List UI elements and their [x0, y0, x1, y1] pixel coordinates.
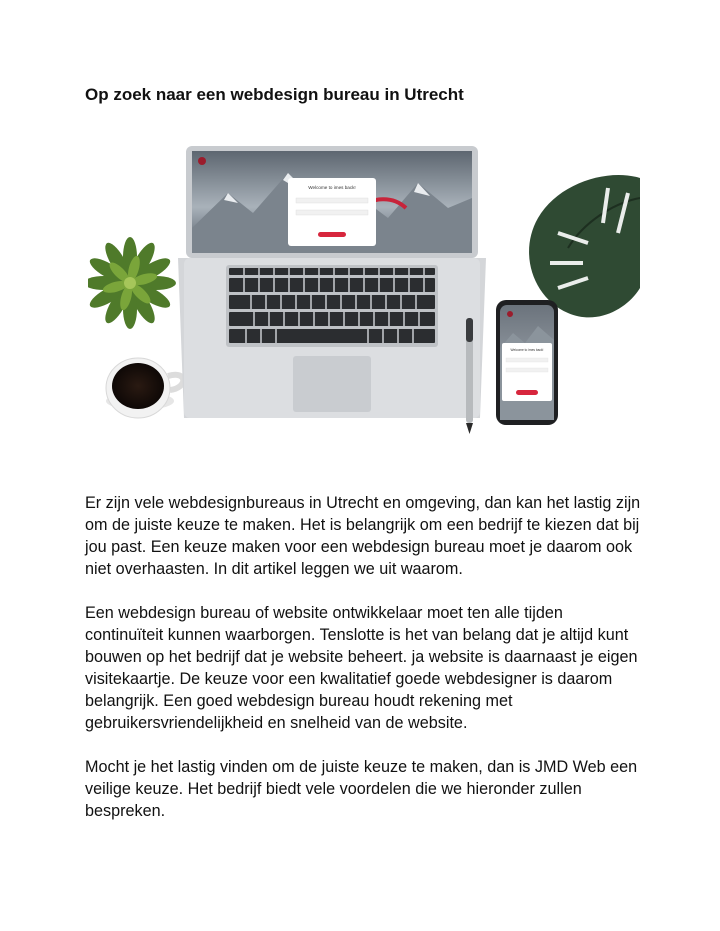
hero-image — [88, 138, 640, 438]
succulent-plant-icon — [88, 237, 176, 329]
page-title: Op zoek naar een webdesign bureau in Utrecht — [85, 85, 464, 104]
phone-screen-title: Welcome to imes back! — [510, 348, 544, 352]
pen-icon — [466, 318, 473, 434]
laptop-icon — [178, 146, 486, 418]
article-body — [85, 492, 645, 844]
paragraph: Een webdesign bureau of website ontwikkelaar moet ten alle tijden continuïteit kunnen waarborgen. Tenslotte is het van belang dat je altijd kunt bouwen op het bedrijf dat je website beheert. ja website is daarnaast je eigen visitekaartje. De keuze voor een kwalitatief goede webdesigner is daarom belangrijk. Een goed webdesign bureau houdt rekening met gebruikersvriendelijkheid en snelheid van de website. — [85, 604, 638, 732]
phone-icon — [496, 300, 558, 425]
paragraph: Er zijn vele webdesignbureaus in Utrecht en omgeving, dan kan het lastig zijn om de juiste keuze te maken. Het is belangrijk om een bedrijf te kiezen dat bij jou past. Een keuze maken voor een webdesign bureau moet je daarom ook niet overhaasten. In dit artikel leggen we uit waarom. — [85, 494, 641, 578]
monstera-leaf-icon — [529, 175, 640, 317]
paragraph: Mocht je het lastig vinden om de juiste keuze te maken, dan is JMD Web een veilige keuze. Het bedrijf biedt vele voordelen die we hieronder zullen bespreken. — [85, 758, 638, 820]
coffee-cup-icon — [106, 358, 183, 418]
laptop-screen-title: Welcome to imes back! — [308, 185, 356, 190]
